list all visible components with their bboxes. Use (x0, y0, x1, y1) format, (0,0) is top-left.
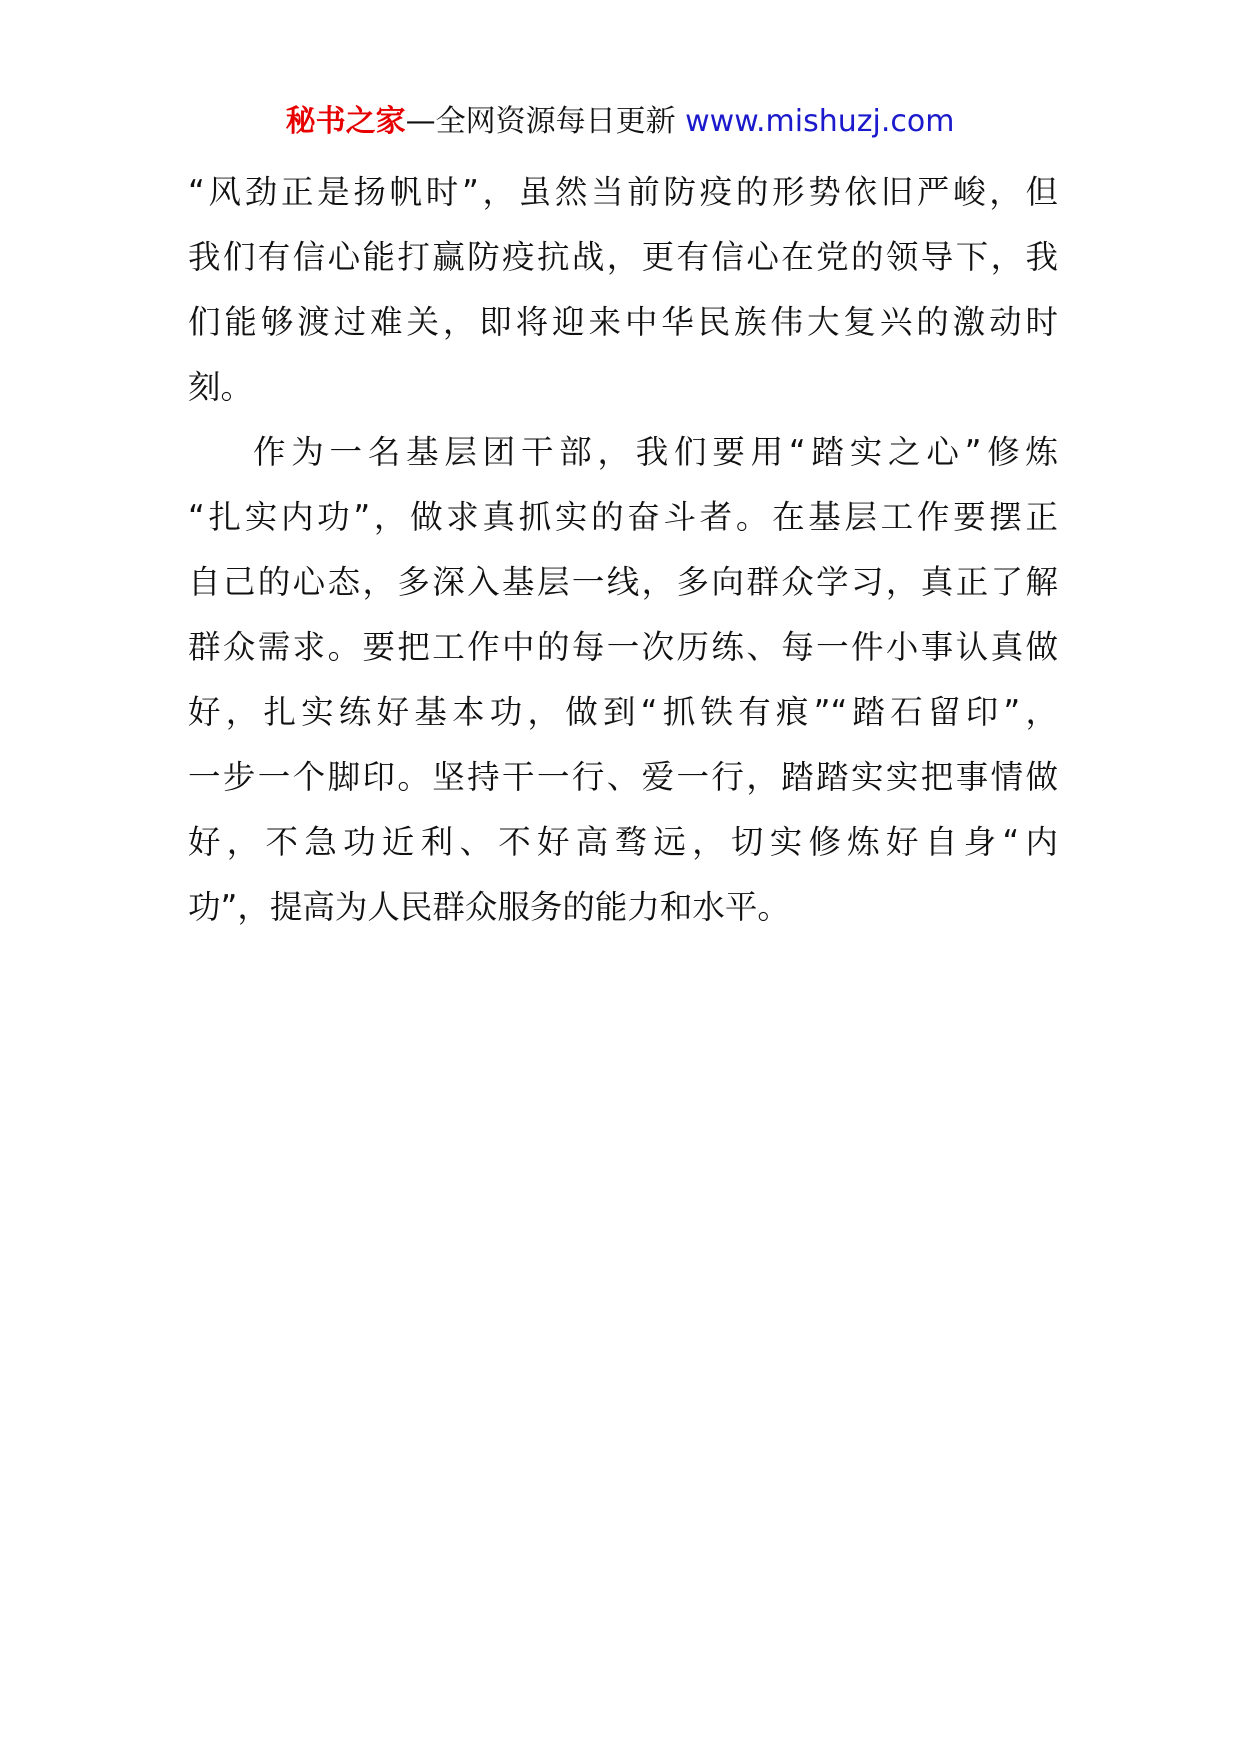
header-tagline: —全网资源每日更新 (405, 104, 686, 139)
document-body (188, 160, 1058, 940)
text-line: 好，扎实练好基本功，做到“抓铁有痕”“踏石留印”， (188, 693, 1058, 731)
text-line: 们能够渡过难关，即将迎来中华民族伟大复兴的激动时 (188, 303, 1058, 341)
text-line: 一步一个脚印。坚持干一行、爱一行，踏踏实实把事情做 (188, 758, 1058, 796)
site-url-link[interactable]: www.mishuzj.com (685, 104, 955, 139)
text-line: 自己的心态，多深入基层一线，多向群众学习，真正了解 (188, 563, 1058, 601)
text-line: “扎实内功”，做求真抓实的奋斗者。在基层工作要摆正 (188, 498, 1058, 536)
brand-name: 秘书之家 (285, 104, 406, 139)
text-line: 我们有信心能打赢防疫抗战，更有信心在党的领导下，我 (188, 238, 1058, 276)
text-line: 作为一名基层团干部，我们要用“踏实之心”修炼 (253, 433, 1058, 471)
text-line: 好，不急功近利、不好高骛远，切实修炼好自身“内 (188, 823, 1058, 861)
text-line: “风劲正是扬帆时”，虽然当前防疫的形势依旧严峻，但 (188, 173, 1058, 211)
page-header (0, 100, 1240, 144)
text-line: 功”，提高为人民群众服务的能力和水平。 (188, 888, 790, 926)
text-line: 刻。 (188, 368, 254, 406)
text-line: 群众需求。要把工作中的每一次历练、每一件小事认真做 (188, 628, 1058, 666)
